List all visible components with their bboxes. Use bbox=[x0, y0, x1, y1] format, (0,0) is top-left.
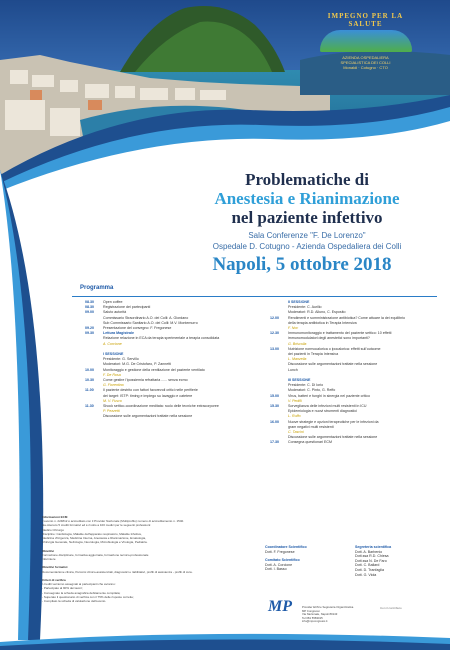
secretariat-name: Dott. A. Barbenio bbox=[355, 549, 383, 554]
program-item: Moderatori: C. Pinto, G. Reffo bbox=[288, 388, 336, 393]
program-heading: Programma bbox=[80, 285, 114, 291]
program-time: 09.20 bbox=[85, 326, 94, 331]
program-item: Come gestire l'ipossiemia refrattaria ...... senza ecmo bbox=[103, 378, 188, 383]
program-item: Monitoraggio e gestione della ventilazione del paziente ventilato bbox=[103, 367, 205, 372]
committee-name: Dott. I. Basso bbox=[265, 567, 287, 572]
venue-room: Sala Conferenze "F. De Lorenzo" bbox=[248, 231, 366, 240]
logo-subtext: AZIENDA OSPEDALIERA SPECIALISTICA DEI COLLI Monaldi · Cotugno · CTO bbox=[340, 55, 391, 70]
program-time bbox=[85, 414, 103, 419]
program-item: Registrazione dei partecipanti bbox=[103, 305, 151, 310]
session-title: Lettura Magistrale bbox=[103, 331, 134, 336]
credits-left bbox=[265, 545, 350, 572]
secretariat-name: Dott.ssa R.D. Chiesa bbox=[355, 554, 389, 559]
session-title: III SESSIONE bbox=[288, 378, 311, 383]
program-divider bbox=[72, 296, 437, 297]
info-line: Medicina d'Urgenza, Medicina Interna, Anestesia e Rianimazione, Ematologia, bbox=[42, 536, 146, 541]
info-line: Infermiere bbox=[42, 557, 56, 562]
program-item: Open coffee bbox=[103, 300, 123, 304]
program-item: Discussione sulle argomentazioni trattate nella sessione bbox=[103, 414, 193, 419]
info-line: - Consegnato la scheda anagrafica debitamente compilata; bbox=[42, 590, 121, 595]
program-time: 15.30 bbox=[270, 404, 279, 409]
program-item: Sub Commissario Sanitario A.O. dei Colli: M.V. Montemurro bbox=[103, 320, 198, 325]
program-right-column bbox=[270, 300, 435, 446]
speaker-name: P. Pezzetti bbox=[103, 409, 120, 414]
logo-arc-text: IMPEGNO PER LA SALUTE bbox=[327, 12, 404, 28]
program-item: Presentazione del convegno: F. Fregonese bbox=[103, 326, 172, 331]
program-item: Rendimenti e somministrazione antibiotica? Come attuare la dei equilibrio bbox=[288, 315, 406, 320]
info-line: - Compilato la scheda di valutazione dell'evento. bbox=[42, 599, 107, 604]
info-line: Ha ottenuto 5 crediti formativi ed è rivolto a 100 medici per le seguenti professioni: bbox=[42, 523, 152, 528]
program-item: Nuove strategie e opzioni terapeutiche per le infezioni da bbox=[288, 419, 379, 424]
session-title: I SESSIONE bbox=[103, 352, 124, 357]
program-item: Il paziente destrito con fattori favorevoli critici nelle perifierie bbox=[103, 388, 198, 393]
speaker-name: V. Pedilli bbox=[288, 398, 302, 403]
sponsors-label: Con il contributo bbox=[380, 606, 402, 610]
program-item: Shock settico-coordinazione meditata: ruolo delle tecniche extracorporee bbox=[103, 404, 219, 409]
secretariat-name: Dott.ssa N. De Faro bbox=[355, 558, 387, 563]
program-time: 08.30 bbox=[85, 305, 94, 310]
program-item: Discussione sulle argomentazioni trattate nella sessione bbox=[288, 435, 378, 440]
program-item: Nutrizione normocalorica o ipocalorica: effetti sull'outcome bbox=[288, 346, 381, 351]
speaker-name: L. Ruffo bbox=[288, 414, 301, 419]
info-heading: Informazioni ECM bbox=[42, 515, 68, 519]
program-item: Epidemiologia e nuovi strumenti diagnostici bbox=[288, 409, 357, 414]
program-item: Sorveglianza delle infezioni multi resistenti in ICU bbox=[288, 404, 367, 409]
program-item: della terapia antibiotica in Terapia Intensiva bbox=[288, 320, 357, 325]
provider-brand: MP bbox=[268, 598, 292, 615]
program-time: 12.30 bbox=[270, 331, 279, 336]
program-time: 10.00 bbox=[85, 367, 94, 372]
info-line: L'evento n. 224812 è accreditato con il Provider Nazionale (Multiprofilo) numero di accreditamento n. 1540. bbox=[42, 519, 184, 524]
program-time: 16.00 bbox=[270, 419, 279, 424]
program-time: 17.30 bbox=[270, 440, 279, 445]
program-item: Consegna questionari ECM bbox=[288, 440, 332, 445]
title-line-2: Anestesia e Rianimazione bbox=[214, 189, 400, 208]
program-time: 09.30 bbox=[85, 331, 94, 336]
program-time: 11.00 bbox=[85, 388, 94, 393]
secretariat-name: Dott. D. Tranfaglia bbox=[355, 567, 384, 572]
program-row bbox=[85, 414, 250, 419]
speaker-name: F. Noc bbox=[288, 326, 299, 331]
speaker-name: G. Briscolla bbox=[288, 341, 307, 346]
program-item: Moderatori: R.D. Alluno, C. Esposito bbox=[288, 310, 346, 315]
speaker-name: C. Tascini bbox=[288, 430, 304, 435]
event-date: Napoli, 5 ottobre 2018 bbox=[212, 254, 392, 275]
program-item: Relazione relazione in ECA da terapia sperimentale a terapia consolidata bbox=[103, 336, 220, 341]
info-line: Chirurgia Generale, Nefrologia, Neurologia, Microbiologia e Virologia, Pediatria. bbox=[42, 540, 148, 545]
venue-hospital: Ospedale D. Cotugno - Azienda Ospedaliera dei Colli bbox=[212, 242, 402, 251]
title-line-3: nel paziente infettivo bbox=[231, 208, 383, 227]
program-item: Virus, batteri e funghi in sinergia nel paziente critico bbox=[288, 393, 371, 398]
program-time: 11.30 bbox=[85, 404, 94, 409]
info-line: Formazione disciplinare, formativa aggiornata, formazione tecnico-professionale bbox=[42, 552, 149, 557]
info-heading: Obiettivi formativi bbox=[42, 565, 68, 570]
info-line: Documentazione clinica, Percorsi clinico-assistenziali, diagnostici e riabilitativi, profili di assistenza - profili di cura. bbox=[42, 569, 193, 574]
session-title: II SESSIONE bbox=[288, 300, 310, 304]
info-line: - Partecipato al 90% dei lavori; bbox=[42, 586, 83, 591]
coordinator-heading: Coordinatore Scientifico bbox=[265, 545, 307, 549]
credits-right bbox=[355, 545, 445, 577]
title-block bbox=[140, 170, 440, 276]
program-left-column bbox=[85, 300, 250, 420]
committee-heading: Comitato Scientifico bbox=[265, 558, 300, 563]
info-heading: Obiettivi bbox=[42, 548, 55, 553]
secretariat-heading: Segreteria scientifica bbox=[355, 545, 392, 549]
program-time: 09.00 bbox=[85, 310, 94, 315]
program-item: Discussione sulle argomentazioni trattate nella sessione bbox=[288, 362, 378, 367]
program-item: dei target: ISTP: timing e impiego su lavaggio e catetere bbox=[103, 393, 193, 398]
program-item: immunomodulatori degli anestetici sono importanti? bbox=[288, 336, 370, 341]
committee-name: Dott. A. Corcione bbox=[265, 562, 293, 567]
speaker-name: M. V. Fusco bbox=[103, 398, 122, 403]
program-row bbox=[270, 440, 435, 445]
secretariat-name: Dott. G. Viola bbox=[355, 572, 377, 577]
info-line: Medico Chirurgo bbox=[42, 527, 65, 532]
program-item: Moderatori: M.G. De Cristofaro, P. Zannetti bbox=[103, 362, 172, 367]
program-item: Immunomonitoraggio e trattamento del paziente settico: 10 effetti bbox=[288, 331, 392, 336]
provider-text: Provider ECM e Segreteria Organizzativa MP Congressi Via Nazionale, Napoli 80143 Tel 081 5583015 info@mpcongressi.it bbox=[302, 605, 354, 624]
info-heading: Criteri di verifica bbox=[42, 578, 66, 583]
info-line: - Superato il questionario di verifica con il 75% delle risposte corrette; bbox=[42, 594, 134, 599]
info-line: Discipline: Cardiologia, Malattie dell'apparato respiratorio, Malattie Infettive, bbox=[42, 531, 142, 536]
program-item: Commissario Straordinario A.O. dei Colli: A. Giordano bbox=[103, 315, 189, 320]
speaker-name: G. Fiorentino bbox=[103, 383, 124, 388]
coordinator-name: Dott. F. Fregonese bbox=[265, 549, 295, 554]
program-item: Lunch bbox=[288, 367, 298, 372]
program-time: 15.00 bbox=[270, 393, 279, 398]
program-time: 08.30 bbox=[85, 300, 94, 304]
secretariat-name: Dott. C. Ballard bbox=[355, 563, 380, 568]
program-item: Presidente: C. Di Iorio bbox=[288, 383, 324, 388]
program-item: gram negativi multi resistenti bbox=[288, 424, 334, 429]
program-time: 13.00 bbox=[270, 346, 279, 351]
title-line-1: Problematiche di bbox=[245, 170, 369, 189]
ecm-info bbox=[42, 515, 257, 603]
speaker-name: A. Corcione bbox=[103, 341, 122, 346]
hospital-logo bbox=[318, 12, 413, 92]
speaker-name: L. Manzella bbox=[288, 357, 307, 362]
program-item: Saluto autorità bbox=[103, 310, 127, 315]
program-item: Presidente: C. Aurilio bbox=[288, 305, 322, 310]
program-item: dei pazienti in Terapia Intensiva bbox=[288, 352, 339, 357]
speaker-name: F. De Rosa bbox=[103, 372, 121, 377]
footer-wave bbox=[0, 620, 450, 650]
logo-emblem bbox=[320, 30, 412, 52]
info-line: I crediti verranno assegnati ai partecipanti che avranno: bbox=[42, 582, 116, 587]
program-time: 10.30 bbox=[85, 378, 94, 383]
program-time: 12.00 bbox=[270, 315, 279, 320]
program-item: Presidente: G. Servillo bbox=[103, 357, 139, 362]
